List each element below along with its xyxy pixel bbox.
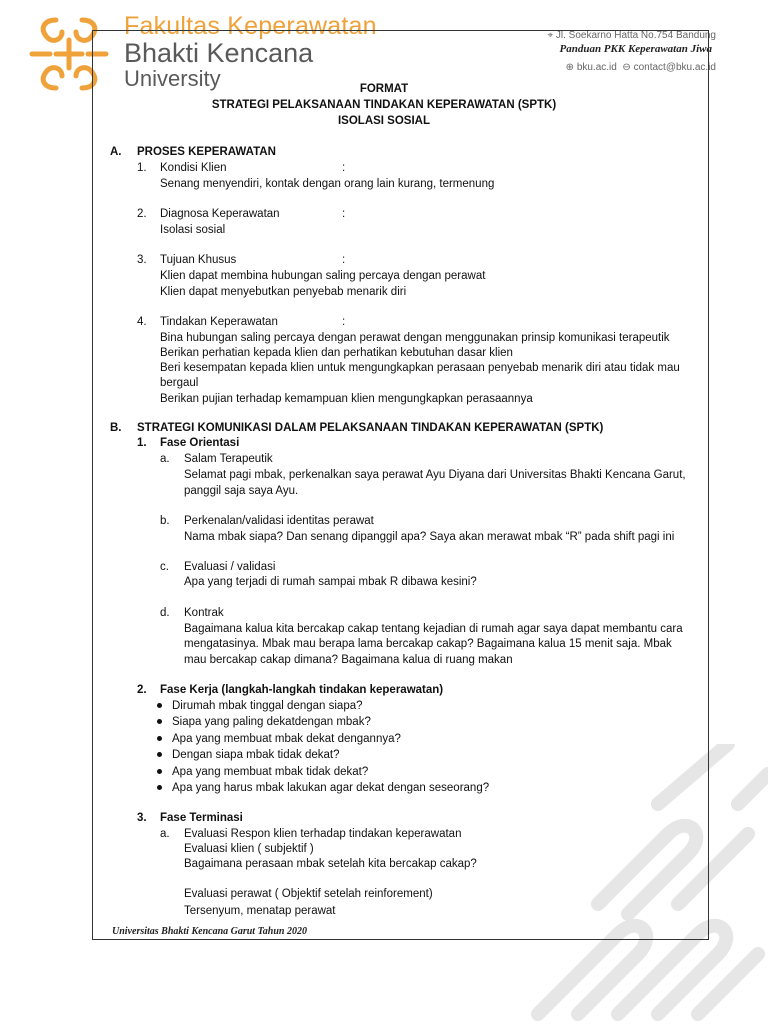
university-name: Bhakti Kencana xyxy=(124,38,314,68)
phase2-title: Fase Kerja (langkah-langkah tindakan keperawatan) xyxy=(160,684,444,696)
p1a-line: Selamat pagi mbak, perkenalkan saya perawat Ayu Diyana dari Universitas Bhakti Kencana Garut, xyxy=(184,469,686,481)
p1c-label: Evaluasi / validasi xyxy=(184,561,276,573)
a4-line: Berikan pujian terhadap kemampuan klien mengungkapkan perasaannya xyxy=(160,393,533,405)
footer-text: Universitas Bhakti Kencana Garut Tahun 2020 xyxy=(112,926,307,937)
a4-colon: : xyxy=(342,316,346,328)
university-word: University xyxy=(124,66,221,91)
doc-title-topic: ISOLASI SOSIAL xyxy=(337,115,430,127)
bullet-text: Dengan siapa mbak tidak dekat? xyxy=(172,749,340,761)
bullet-text: Apa yang membuat mbak dekat dengannya? xyxy=(172,733,401,745)
bullet-text: Apa yang harus mbak lakukan agar dekat dengan seseorang? xyxy=(172,782,490,794)
a3-line: Klien dapat menyebutkan penyebab menarik diri xyxy=(160,286,407,298)
a4-label: Tindakan Keperawatan xyxy=(160,316,278,328)
p1b-line: Nama mbak siapa? Dan senang dipanggil apa? Saya akan merawat mbak “R” pada shift pagi ini xyxy=(184,531,675,543)
bullet-icon xyxy=(157,703,162,708)
bullet-text: Siapa yang paling dekatdengan mbak? xyxy=(172,716,371,728)
section-a-heading: PROSES KEPERAWATAN xyxy=(137,146,276,158)
p3a-line: Bagaimana perasaan mbak setelah kita bercakap cakap? xyxy=(184,858,477,870)
bullet-icon xyxy=(157,785,162,790)
list-item xyxy=(157,765,368,781)
a4-num: 4. xyxy=(137,316,147,328)
list-item xyxy=(157,748,340,764)
p1d-label: Kontrak xyxy=(184,607,224,619)
p1d-line: Bagaimana kalua kita bercakap cakap tentang kejadian di rumah agar saya dapat membantu cara xyxy=(184,623,683,635)
a3-colon: : xyxy=(342,254,346,266)
bullet-text: Apa yang membuat mbak tidak dekat? xyxy=(172,766,369,778)
a2-num: 2. xyxy=(137,208,147,220)
p1a-label: Salam Terapeutik xyxy=(184,453,273,465)
p1d-line: mau bercakap cakap dimana? Bagaimana kalua di ruang makan xyxy=(184,654,513,666)
a1-num: 1. xyxy=(137,162,147,174)
faculty-name: Fakultas Keperawatan xyxy=(124,12,377,40)
section-a-letter: A. xyxy=(110,146,122,158)
a2-colon: : xyxy=(342,208,346,220)
bullet-icon xyxy=(157,719,162,724)
p1c-line: Apa yang terjadi di rumah sampai mbak R dibawa kesini? xyxy=(184,576,477,588)
a3-label: Tujuan Khusus xyxy=(160,254,237,266)
a4-line: bergaul xyxy=(160,377,199,389)
address-text: Jl. Soekarno Hatta No.754 Bandung xyxy=(555,30,716,41)
p1d-letter: d. xyxy=(160,607,170,619)
list-item xyxy=(157,715,371,731)
phase3-num: 3. xyxy=(137,812,147,824)
p1a-line: panggil saja saya Ayu. xyxy=(184,485,299,497)
bullet-icon xyxy=(157,752,162,757)
p3a-line: Evaluasi perawat ( Objektif setelah reinforement) xyxy=(184,888,433,900)
doc-title-sptk: STRATEGI PELAKSANAAN TINDAKAN KEPERAWATAN (SPTK) xyxy=(211,99,557,111)
bullet-icon xyxy=(157,769,162,774)
p3a-line: Tersenyum, menatap perawat xyxy=(184,905,336,917)
section-b-heading: STRATEGI KOMUNIKASI DALAM PELAKSANAAN TINDAKAN KEPERAWATAN (SPTK) xyxy=(137,422,604,434)
phase1-title: Fase Orientasi xyxy=(160,437,240,449)
p1b-label: Perkenalan/validasi identitas perawat xyxy=(184,515,374,527)
location-icon: ⌖ xyxy=(547,30,556,41)
a1-colon: : xyxy=(342,162,346,174)
a2-label: Diagnosa Keperawatan xyxy=(160,208,280,220)
a3-line: Klien dapat membina hubungan saling percaya dengan perawat xyxy=(160,270,486,282)
p1c-letter: c. xyxy=(160,561,169,573)
p3a-line: Evaluasi klien ( subjektif ) xyxy=(184,843,314,855)
email-text: contact@bku.ac.id xyxy=(633,62,716,73)
doc-title-format: FORMAT xyxy=(359,83,409,95)
a1-line: Senang menyendiri, kontak dengan orang lain kurang, termenung xyxy=(160,178,495,190)
list-item xyxy=(157,781,489,797)
p3a-label: Evaluasi Respon klien terhadap tindakan keperawatan xyxy=(184,828,462,840)
a1-label: Kondisi Klien xyxy=(160,162,227,174)
list-item xyxy=(157,699,363,715)
email-icon: ⊖ xyxy=(622,62,634,73)
p1b-letter: b. xyxy=(160,515,170,527)
globe-icon: ⊕ xyxy=(565,62,577,73)
list-item xyxy=(157,732,401,748)
guide-title: Panduan PKK Keperawatan Jiwa xyxy=(559,43,712,55)
website-text: bku.ac.id xyxy=(576,62,617,73)
p1d-line: mengatasinya. Mbak mau berapa lama bercakap cakap? Bagaimana kalua 15 menit saja. Mbak xyxy=(184,638,672,650)
section-b-letter: B. xyxy=(110,422,122,434)
phase1-num: 1. xyxy=(137,437,147,449)
p3a-letter: a. xyxy=(160,828,170,840)
bullet-text: Dirumah mbak tinggal dengan siapa? xyxy=(172,700,363,712)
bullet-icon xyxy=(157,736,162,741)
a4-line: Berikan perhatian kepada klien dan perhatikan kebutuhan dasar klien xyxy=(160,347,513,359)
phase2-num: 2. xyxy=(137,684,147,696)
a2-line: Isolasi sosial xyxy=(160,224,226,236)
a3-num: 3. xyxy=(137,254,147,266)
p1a-letter: a. xyxy=(160,453,170,465)
a4-line: Beri kesempatan kepada klien untuk mengungkapkan perasaan penyebab menarik diri atau tidak mau xyxy=(160,362,680,374)
a4-line: Bina hubungan saling percaya dengan perawat dengan menggunakan prinsip komunikasi terapeutik xyxy=(160,332,670,344)
phase3-title: Fase Terminasi xyxy=(160,812,243,824)
